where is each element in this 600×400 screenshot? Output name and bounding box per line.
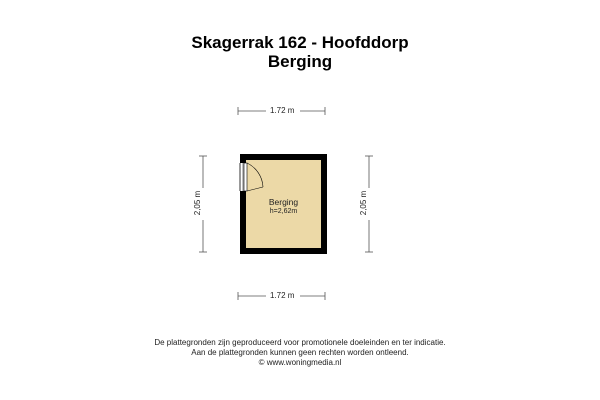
footer-line-3: © www.woningmedia.nl [258, 358, 342, 367]
room-height-label: h=2,62m [269, 208, 298, 215]
top-dimension-label: 1.72 m [270, 106, 295, 115]
footer-line-1: De plattegronden zijn geproduceerd voor promotionele doeleinden en ter indicatie. [154, 338, 446, 347]
right-dimension-label: 2,05 m [359, 190, 369, 216]
floor-title: Berging [267, 52, 333, 71]
bottom-dimension-label: 1.72 m [270, 291, 295, 300]
footer-line-2: Aan de plattegronden kunnen geen rechten worden ontleend. [191, 348, 409, 357]
left-dimension-label: 2,05 m [193, 190, 203, 216]
room-name-label: Berging [268, 197, 299, 207]
address-title: Skagerrak 162 - Hoofddorp [191, 33, 409, 52]
